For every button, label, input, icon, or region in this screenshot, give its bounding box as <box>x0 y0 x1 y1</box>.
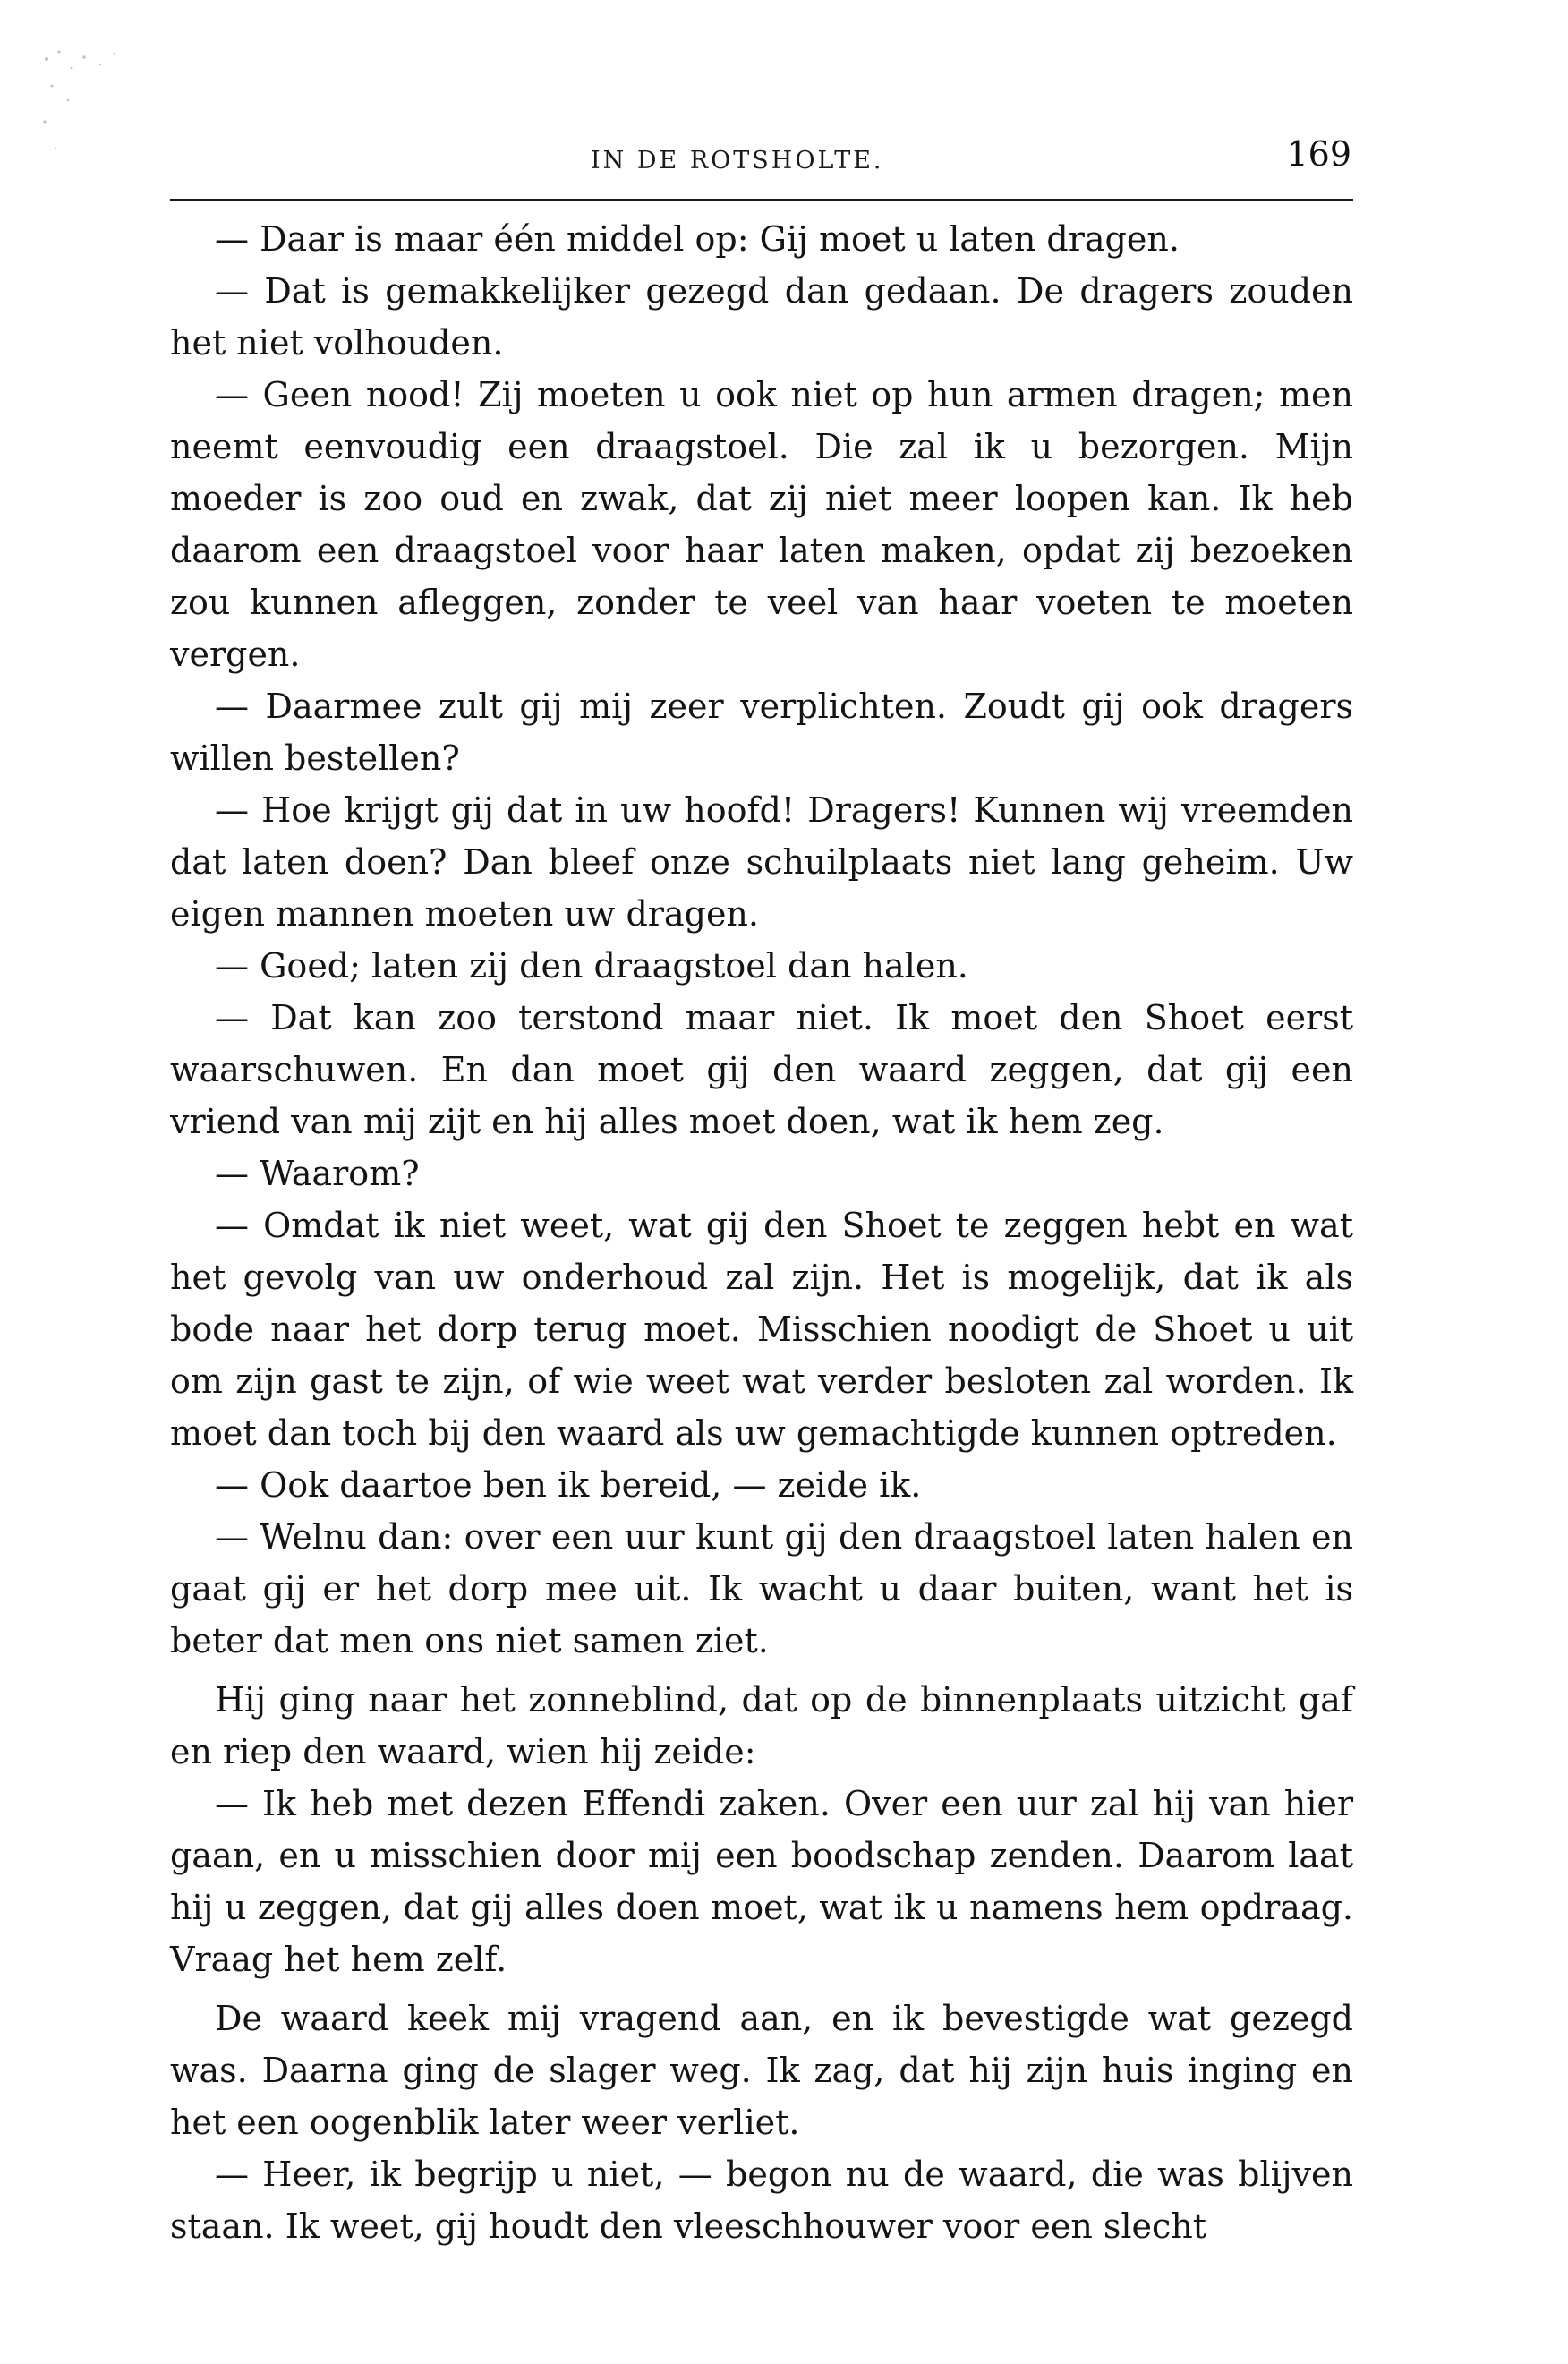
body-text <box>170 213 1353 2252</box>
paragraph: — Hoe krijgt gij dat in uw hoofd! Dragers! Kunnen wij vreemden dat laten doen? Dan bleef onze schuilplaats niet lang geheim. Uw eigen mannen moeten uw dragen. <box>170 790 1353 934</box>
paragraph: — Goed; laten zij den draagstoel dan halen. <box>215 946 968 986</box>
paragraph: — Daarmee zult gij mij zeer verplichten. Zoudt gij ook dragers willen bestellen? <box>170 687 1353 778</box>
scan-speckle-mark <box>29 32 163 184</box>
page-number: 169 <box>1286 134 1351 174</box>
paragraph: — Ook daartoe ben ik bereid, — zeide ik. <box>215 1465 922 1505</box>
paragraph: — Ik heb met dezen Effendi zaken. Over een uur zal hij van hier gaan, en u misschien door mij een boodschap zenden. Daarom laat hij u zeggen, dat gij alles doen moet, wat ik u namens hem opdraag. Vraag het hem zelf. <box>170 1784 1353 1979</box>
running-head <box>170 134 1351 188</box>
paragraph: — Geen nood! Zij moeten u ook niet op hun armen dragen; men neemt eenvoudig een draagstoel. Die zal ik u bezorgen. Mijn moeder is zoo oud en zwak, dat zij niet meer loopen kan. Ik heb daarom een draagstoel voor haar laten maken, opdat zij bezoeken zou kunnen afleggen, zonder te veel van haar voeten te moeten vergen. <box>170 375 1353 674</box>
paragraph: — Waarom? <box>215 1154 420 1193</box>
paragraph: De waard keek mij vragend aan, en ik bevestigde wat gezegd was. Daarna ging de slager weg. Ik zag, dat hij zijn huis inging en het een oogenblik later weer verliet. <box>170 1999 1353 2142</box>
paragraph: Hij ging naar het zonneblind, dat op de binnenplaats uitzicht gaf en riep den waard, wien hij zeide: <box>170 1680 1353 1771</box>
running-title: IN DE ROTSHOLTE. <box>591 147 884 175</box>
paragraph: — Dat kan zoo terstond maar niet. Ik moet den Shoet eerst waarschuwen. En dan moet gij den waard zeggen, dat gij een vriend van mij zijt en hij alles moet doen, wat ik hem zeg. <box>170 998 1353 1141</box>
paragraph: — Omdat ik niet weet, wat gij den Shoet te zeggen hebt en wat het gevolg van uw onderhoud zal zijn. Het is mogelijk, dat ik als bode naar het dorp terug moet. Misschien noodigt de Shoet u uit om zijn gast te zijn, of wie weet wat verder besloten zal worden. Ik moet dan toch bij den waard als uw gemachtigde kunnen optreden. <box>170 1206 1353 1453</box>
paragraph: — Heer, ik begrijp u niet, — begon nu de waard, die was blijven staan. Ik weet, gij houdt den vleeschhouwer voor een slecht <box>170 2155 1353 2246</box>
paragraph: — Daar is maar één middel op: Gij moet u laten dragen. <box>215 219 1180 259</box>
paragraph: — Welnu dan: over een uur kunt gij den draagstoel laten halen en gaat gij er het dorp mee uit. Ik wacht u daar buiten, want het is beter dat men ons niet samen ziet. <box>170 1517 1353 1660</box>
paragraph: — Dat is gemakkelijker gezegd dan gedaan. De dragers zouden het niet volhouden. <box>170 271 1353 363</box>
header-rule <box>170 199 1353 201</box>
